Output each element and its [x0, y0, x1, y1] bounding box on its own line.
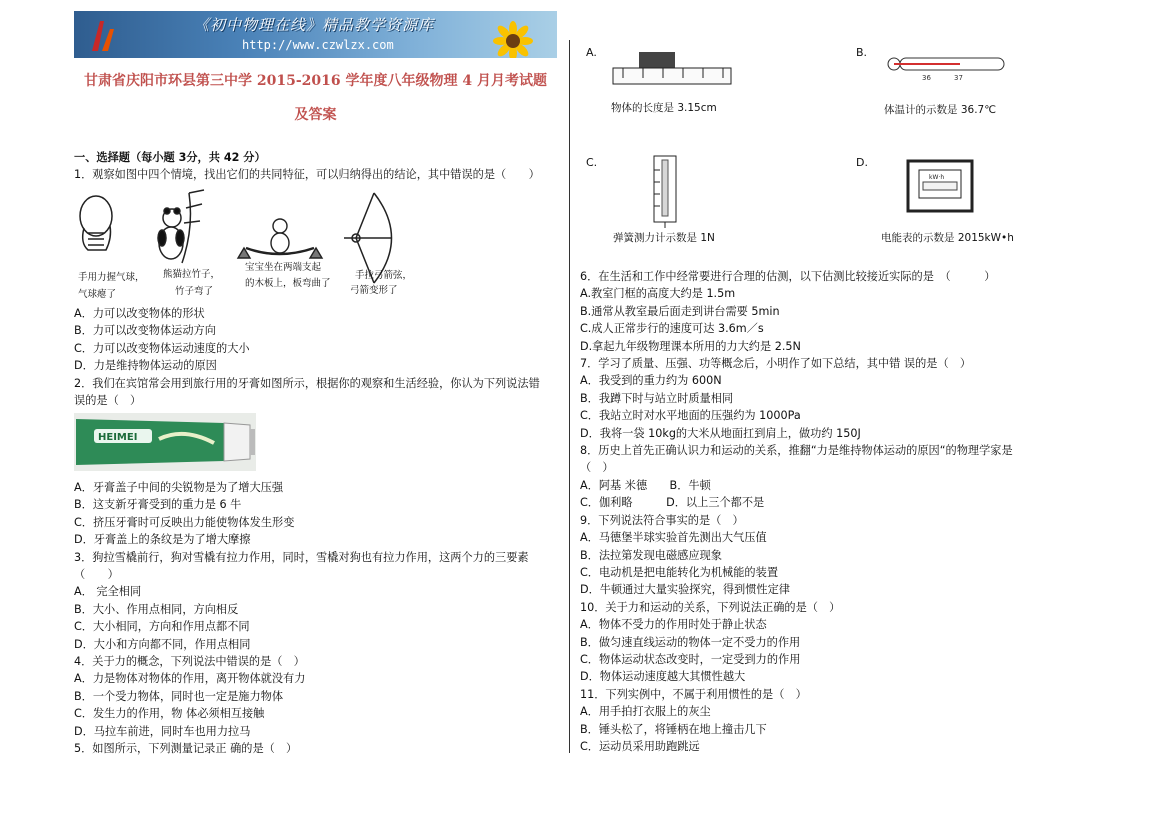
- option: C．伽利略 D．以上三个都不是: [580, 496, 765, 510]
- q1-caption-4: 竹子弯了: [175, 286, 214, 297]
- option: D．物体运动速度越大其惯性越大: [580, 670, 746, 684]
- q1-caption-6: 的木板上，板弯曲了: [245, 278, 331, 289]
- electricity-meter-image: [905, 158, 975, 214]
- option: A．我受到的重力约为 600N: [580, 374, 722, 388]
- left-column-bottom: [74, 479, 529, 758]
- option: D．牛顿通过大量实验探究，得到惯性定律: [580, 583, 790, 597]
- q1-caption-2: 气球瘪了: [78, 289, 117, 300]
- question-stem: 4．关于力的概念，下列说法中错误的是（ ）: [74, 655, 305, 669]
- section-heading: 一、选择题（每小题 3分，共 42 分）: [74, 151, 266, 164]
- column-divider: [569, 40, 570, 753]
- option: A． 完全相同: [74, 585, 142, 599]
- question-stem: 8．历史上首先正确认识力和运动的关系，推翻“力是维持物体运动的原因“的物理学家是: [580, 444, 1013, 458]
- question-stem: 2．我们在宾馆常会用到旅行用的牙膏如图所示，根据你的观察和生活经验，你认为下列说法错: [74, 376, 540, 390]
- left-column-top: [74, 149, 540, 184]
- document-title: 甘肃省庆阳市环县第三中学 2015-2016 学年度八年级物理 4 月月考试题: [84, 73, 547, 89]
- option: D．大小和方向都不同，作用点相同: [74, 637, 251, 651]
- q5-caption-d: 电能表的示数是 2015kW•h: [881, 232, 1014, 244]
- option: A．力是物体对物体的作用，离开物体就没有力: [74, 672, 306, 686]
- option: D．牙膏盖上的条纹是为了增大摩擦: [74, 533, 251, 547]
- q5-label-a: A.: [586, 46, 597, 59]
- option: C.成人正常步行的速度可达 3.6m／s: [580, 322, 764, 336]
- option: A．牙膏盖子中间的尖锐物是为了增大压强: [74, 481, 284, 494]
- toothpaste-image: [74, 413, 256, 471]
- question-stem: 11．下列实例中，不属于利用惯性的是（ ）: [580, 687, 807, 701]
- option: A.教室门框的高度大约是 1.5m: [580, 287, 736, 301]
- baby-board-icon: [238, 219, 322, 258]
- option: C．发生力的作用，物 体必须相互接触: [74, 707, 265, 721]
- question-stem: 1．观察如图中四个情境，找出它们的共同特征，可以归纳得出的结论，其中错误的是（ ）: [74, 168, 540, 182]
- banner-url: http://www.czwlzx.com: [242, 38, 394, 52]
- option: D．我将一袋 10kg的大米从地面扛到肩上，做功约 150J: [580, 426, 861, 440]
- logo-icon: [88, 17, 118, 53]
- q1-caption-7: 手拉弓箭弦，: [355, 270, 413, 281]
- q1-caption-3: 熊猫拉竹子，: [163, 269, 221, 280]
- q5-label-c: C.: [586, 156, 598, 169]
- q5-caption-a: 物体的长度是 3.15cm: [611, 102, 717, 114]
- toothpaste-brand: HEIMEI: [98, 432, 138, 443]
- balloon-hand-icon: [80, 196, 112, 250]
- q5-label-b: B.: [856, 46, 868, 59]
- thermo-tick-37: 37: [954, 74, 963, 82]
- sunflower-icon: [493, 21, 533, 58]
- question-stem: 9．下列说法符合事实的是（ ）: [580, 513, 744, 527]
- question-stem-cont: 误的是（ ）: [74, 394, 142, 408]
- option: A．阿基 米德 B．牛顿: [580, 478, 711, 492]
- option: C．物体运动状态改变时，一定受到力的作用: [580, 652, 801, 666]
- q1-caption-1: 手用力握气球，: [78, 272, 145, 283]
- option: B．力可以改变物体运动方向: [74, 324, 216, 338]
- option: D．力是维持物体运动的原因: [74, 359, 217, 373]
- header-banner: [74, 11, 557, 58]
- option: D.拿起九年级物理课本所用的力大约是 2.5N: [580, 339, 801, 353]
- meter-unit: kW·h: [929, 174, 945, 181]
- spring-scale-image: [640, 150, 690, 228]
- option: A．用手拍打衣服上的灰尘: [580, 705, 711, 719]
- option: C．力可以改变物体运动速度的大小: [74, 341, 250, 355]
- option: C．大小相同，方向和作用点都不同: [74, 620, 250, 634]
- q1-caption-8: 弓箭变形了: [350, 285, 398, 296]
- right-column: [580, 268, 1013, 755]
- q5-label-d: D.: [856, 156, 868, 169]
- option: C．电动机是把电能转化为机械能的装置: [580, 565, 779, 579]
- question-stem: 3．狗拉雪橇前行，狗对雪橇有拉力作用，同时，雪橇对狗也有拉力作用，这两个力的三要素: [74, 550, 529, 564]
- option: B．锤头松了，将锤柄在地上撞击几下: [580, 722, 767, 736]
- left-column-mid: [74, 305, 540, 409]
- option: B．大小、作用点相同，方向相反: [74, 602, 239, 616]
- option: D．马拉车前进，同时车也用力拉马: [74, 724, 251, 738]
- option: B．这支新牙膏受到的重力是 6 牛: [74, 498, 242, 512]
- option: C．挤压牙膏时可反映出力能使物体发生形变: [74, 515, 295, 529]
- option: B．法拉第发现电磁感应现象: [580, 548, 722, 562]
- option: A．力可以改变物体的形状: [74, 307, 205, 320]
- option: C．运动员采用助跑跳远: [580, 739, 700, 753]
- thermo-tick-36: 36: [922, 74, 931, 82]
- question-stem: 10．关于力和运动的关系，下列说法正确的是（ ）: [580, 600, 841, 614]
- question-stem: 7．学习了质量、压强、功等概念后，小明作了如下总结，其中错 误的是（ ）: [580, 357, 972, 371]
- banner-title: 《初中物理在线》精品教学资源库: [194, 16, 435, 34]
- q5-caption-c: 弹簧测力计示数是 1N: [613, 232, 715, 244]
- question-stem: 5．如图所示，下列测量记录正 确的是（ ）: [74, 742, 298, 756]
- question-stem: 6．在生活和工作中经常要进行合理的估测，以下估测比较接近实际的是 （ ）: [580, 270, 996, 283]
- option: B．我蹲下时与站立时质量相同: [580, 391, 734, 405]
- thermometer-image: [880, 50, 1010, 90]
- option: B.通常从教室最后面走到讲台需要 5min: [580, 304, 780, 318]
- option: B．一个受力物体，同时也一定是施力物体: [74, 689, 284, 703]
- q1-caption-5: 宝宝坐在两端支起: [245, 262, 322, 273]
- option: A．马德堡半球实验首先测出大气压值: [580, 531, 767, 545]
- document-title-line2: 及答案: [294, 107, 337, 123]
- question-stem-cont: （ ）: [74, 568, 119, 582]
- option: A．物体不受力的作用时处于静止状态: [580, 618, 767, 632]
- option: C．我站立时对水平地面的压强约为 1000Pa: [580, 409, 801, 423]
- q5-caption-b: 体温计的示数是 36.7℃: [884, 104, 997, 116]
- question-stem-cont: （ ）: [580, 461, 614, 475]
- option: B．做匀速直线运动的物体一定不受力的作用: [580, 635, 801, 649]
- panda-bamboo-icon: [158, 190, 204, 263]
